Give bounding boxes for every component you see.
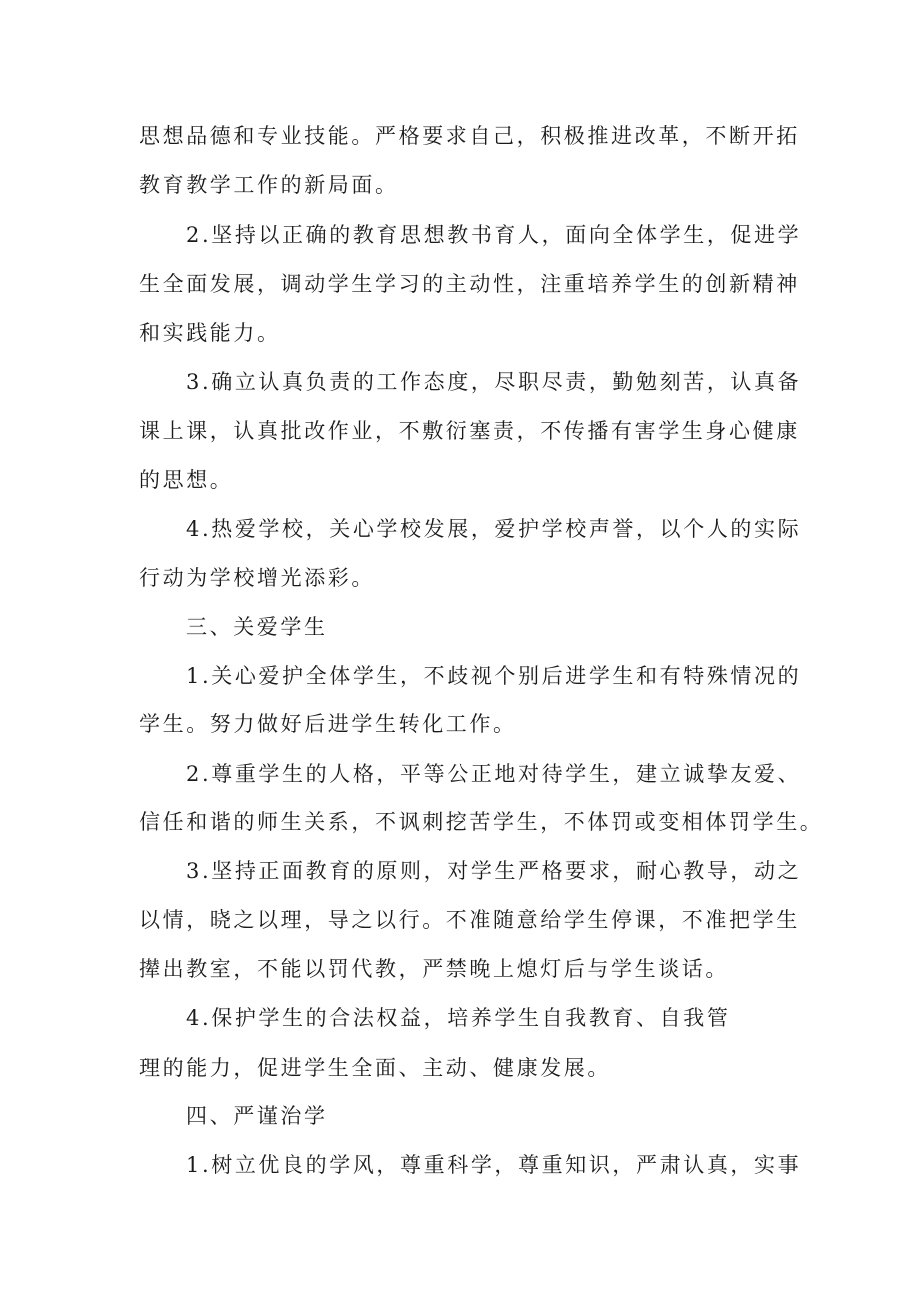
- list-item-line: 4.保护学生的合法权益，培养学生自我教育、自我管: [186, 1006, 731, 1030]
- list-item-line: 2.尊重学生的人格，平等公正地对待学生，建立诚挚友爱、: [186, 762, 802, 786]
- paragraph-line: 行动为学校增光添彩。: [139, 566, 375, 590]
- list-item-line: 2.坚持以正确的教育思想教书育人，面向全体学生，促进学: [186, 223, 802, 247]
- list-item-line: 1.关心爱护全体学生，不歧视个别后进学生和有特殊情况的: [186, 664, 802, 688]
- paragraph-line: 生全面发展，调动学生学习的主动性，注重培养学生的创新精神: [139, 272, 800, 296]
- paragraph-line: 的思想。: [139, 468, 234, 492]
- paragraph-line: 撵出教室，不能以罚代教，严禁晚上熄灯后与学生谈话。: [139, 957, 729, 981]
- section-heading: 四、严谨治学: [186, 1104, 328, 1128]
- paragraph-line: 课上课，认真批改作业，不敷衍塞责，不传播有害学生身心健康: [139, 419, 800, 443]
- paragraph-line: 教育教学工作的新局面。: [139, 173, 399, 197]
- section-heading: 三、关爱学生: [186, 615, 328, 639]
- paragraph-line: 思想品德和专业技能。严格要求自己，积极推进改革，不断开拓: [139, 124, 800, 148]
- paragraph-line: 学生。努力做好后进学生转化工作。: [139, 712, 517, 736]
- list-item-line: 1.树立优良的学风，尊重科学，尊重知识，严肃认真，实事: [186, 1153, 802, 1177]
- list-item-line: 4.热爱学校，关心学校发展，爱护学校声誉，以个人的实际: [186, 517, 802, 541]
- paragraph-line: 以情，晓之以理，导之以行。不准随意给学生停课，不准把学生: [139, 908, 800, 932]
- list-item-line: 3.坚持正面教育的原则，对学生严格要求，耐心教导，动之: [186, 859, 802, 883]
- paragraph-line: 信任和谐的师生关系，不讽刺挖苦学生，不体罚或变相体罚学生。: [139, 810, 824, 834]
- paragraph-line: 理的能力，促进学生全面、主动、健康发展。: [139, 1056, 611, 1080]
- list-item-line: 3.确立认真负责的工作态度，尽职尽责，勤勉刻苦，认真备: [186, 370, 802, 394]
- paragraph-line: 和实践能力。: [139, 321, 281, 345]
